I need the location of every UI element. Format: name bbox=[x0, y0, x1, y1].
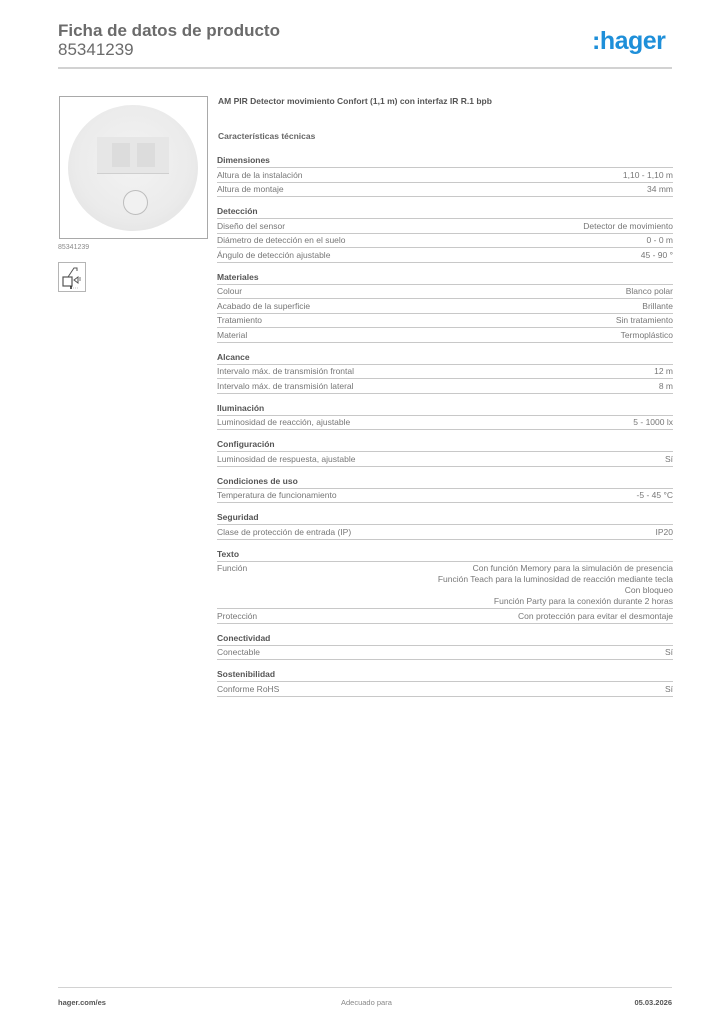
section-title: Iluminación bbox=[217, 402, 673, 416]
footer-divider bbox=[58, 987, 672, 988]
detector-disc bbox=[68, 105, 198, 231]
spec-label: Función bbox=[217, 563, 248, 573]
spec-label: Luminosidad de reacción, ajustable bbox=[217, 417, 351, 427]
footer-date: 05.03.2026 bbox=[634, 998, 672, 1007]
spec-label: Tratamiento bbox=[217, 315, 263, 325]
spec-value bbox=[654, 366, 673, 377]
spec-row bbox=[217, 234, 673, 249]
spec-section bbox=[217, 438, 673, 467]
spec-label: Diseño del sensor bbox=[217, 220, 286, 231]
spec-value-line: 45 - 90 ° bbox=[640, 249, 673, 260]
spec-section bbox=[217, 511, 673, 540]
spec-row bbox=[217, 248, 673, 263]
spec-value bbox=[647, 235, 673, 246]
lens-left bbox=[112, 143, 130, 167]
spec-label: Material bbox=[217, 329, 248, 340]
spec-row bbox=[217, 379, 673, 394]
spec-section bbox=[217, 548, 673, 624]
spec-section bbox=[217, 475, 673, 504]
spec-section bbox=[217, 154, 673, 197]
spec-section bbox=[217, 632, 673, 661]
section-title: Conectividad bbox=[217, 632, 673, 646]
section-title: Configuración bbox=[217, 438, 673, 452]
spec-value bbox=[626, 286, 673, 297]
spec-value bbox=[637, 490, 673, 501]
spec-value-line: Sin tratamiento bbox=[615, 315, 673, 325]
spec-value-line: Sí bbox=[664, 647, 673, 657]
section-title: Seguridad bbox=[217, 511, 673, 525]
spec-row bbox=[217, 314, 673, 329]
spec-value bbox=[641, 250, 673, 261]
spec-value-line: Con protección para evitar el desmontaje bbox=[518, 610, 673, 621]
spec-row bbox=[217, 299, 673, 314]
spec-value bbox=[665, 454, 673, 465]
spec-value-line: 12 m bbox=[654, 366, 673, 376]
spec-value bbox=[623, 170, 673, 181]
spec-row bbox=[217, 525, 673, 540]
hager-logo: :hager bbox=[592, 27, 666, 55]
product-image bbox=[59, 96, 208, 239]
spec-row bbox=[217, 285, 673, 300]
spec-label: Conforme RoHS bbox=[217, 683, 280, 694]
spec-value-line: Con bloqueo bbox=[624, 585, 673, 595]
spec-value-line: Sí bbox=[664, 453, 673, 464]
section-title: Detección bbox=[217, 205, 673, 219]
spec-label: Intervalo máx. de transmisión lateral bbox=[217, 380, 354, 391]
spec-label: Ángulo de detección ajustable bbox=[217, 249, 331, 260]
spec-value-line: Función Party para la conexión durante 2 horas bbox=[493, 596, 673, 606]
spec-row bbox=[217, 416, 673, 431]
spec-section bbox=[217, 402, 673, 431]
spec-label: Conectable bbox=[217, 647, 261, 657]
spec-value bbox=[438, 563, 673, 607]
spec-row bbox=[217, 328, 673, 343]
section-title: Texto bbox=[217, 548, 673, 562]
document-title: Ficha de datos de producto bbox=[58, 21, 280, 40]
spec-value bbox=[665, 647, 673, 658]
characteristics-heading: Características técnicas bbox=[218, 131, 316, 141]
spec-row bbox=[217, 489, 673, 504]
spec-label: Clase de protección de entrada (IP) bbox=[217, 526, 352, 537]
spec-row bbox=[217, 646, 673, 661]
sensor-window bbox=[97, 137, 169, 174]
product-number: 85341239 bbox=[58, 40, 134, 59]
spec-value-line: Sí bbox=[664, 683, 673, 694]
footer-suitable-for: Adecuado para bbox=[341, 998, 392, 1007]
spec-table bbox=[217, 154, 673, 705]
spec-value-line: Con función Memory para la simulación de presencia bbox=[472, 563, 673, 573]
section-title: Condiciones de uso bbox=[217, 475, 673, 489]
spec-label: Protección bbox=[217, 610, 258, 621]
header-divider bbox=[58, 67, 672, 69]
spec-value bbox=[583, 221, 673, 232]
spec-value-line: -5 - 45 °C bbox=[636, 490, 673, 500]
teach-button-graphic bbox=[123, 190, 148, 215]
section-title: Materiales bbox=[217, 271, 673, 285]
section-title: Alcance bbox=[217, 351, 673, 365]
spec-value bbox=[518, 611, 673, 622]
spec-value-line: 5 - 1000 lx bbox=[633, 417, 673, 427]
spec-value-line: 34 mm bbox=[647, 184, 673, 194]
image-caption: 85341239 bbox=[58, 244, 90, 251]
spec-value bbox=[616, 315, 673, 326]
spec-row bbox=[217, 168, 673, 183]
spec-value-line: Detector de movimiento bbox=[583, 220, 673, 231]
spec-label: Temperatura de funcionamiento bbox=[217, 490, 337, 500]
spec-value bbox=[633, 417, 673, 428]
spec-value-line: 8 m bbox=[658, 380, 673, 391]
installation-height-pictogram-icon bbox=[58, 262, 86, 292]
spec-row bbox=[217, 682, 673, 697]
spec-label: Altura de montaje bbox=[217, 184, 284, 194]
spec-row bbox=[217, 183, 673, 198]
spec-label: Diámetro de detección en el suelo bbox=[217, 235, 346, 245]
spec-row bbox=[217, 219, 673, 234]
spec-value bbox=[621, 330, 673, 341]
spec-row bbox=[217, 452, 673, 467]
spec-value-line: Función Teach para la luminosidad de reacción mediante tecla bbox=[437, 574, 673, 584]
spec-value-line: IP20 bbox=[655, 526, 673, 537]
spec-value bbox=[642, 301, 673, 312]
spec-row bbox=[217, 365, 673, 380]
spec-section bbox=[217, 351, 673, 394]
spec-section bbox=[217, 271, 673, 343]
spec-row bbox=[217, 562, 673, 610]
spec-section bbox=[217, 205, 673, 263]
spec-value-line: 0 - 0 m bbox=[646, 235, 673, 245]
spec-value bbox=[656, 527, 674, 538]
spec-row bbox=[217, 609, 673, 624]
spec-label: Acabado de la superficie bbox=[217, 300, 311, 311]
lens-right bbox=[137, 143, 155, 167]
spec-label: Luminosidad de respuesta, ajustable bbox=[217, 453, 356, 464]
spec-section bbox=[217, 668, 673, 697]
spec-label: Intervalo máx. de transmisión frontal bbox=[217, 366, 355, 376]
spec-value bbox=[665, 684, 673, 695]
spec-label: Altura de la instalación bbox=[217, 169, 303, 180]
section-title: Sostenibilidad bbox=[217, 668, 673, 682]
section-title: Dimensiones bbox=[217, 154, 673, 168]
spec-label: Colour bbox=[217, 286, 243, 296]
spec-value-line: 1,10 - 1,10 m bbox=[622, 169, 673, 180]
spec-value-line: Brillante bbox=[642, 300, 673, 311]
spec-value-line: Termoplástico bbox=[620, 329, 673, 340]
spec-value-line: Blanco polar bbox=[625, 286, 673, 296]
product-title: AM PIR Detector movimiento Confort (1,1 m) con interfaz IR R.1 bpb bbox=[218, 96, 492, 106]
footer-website: hager.com/es bbox=[58, 998, 106, 1007]
spec-value bbox=[647, 184, 673, 195]
spec-value bbox=[659, 381, 673, 392]
